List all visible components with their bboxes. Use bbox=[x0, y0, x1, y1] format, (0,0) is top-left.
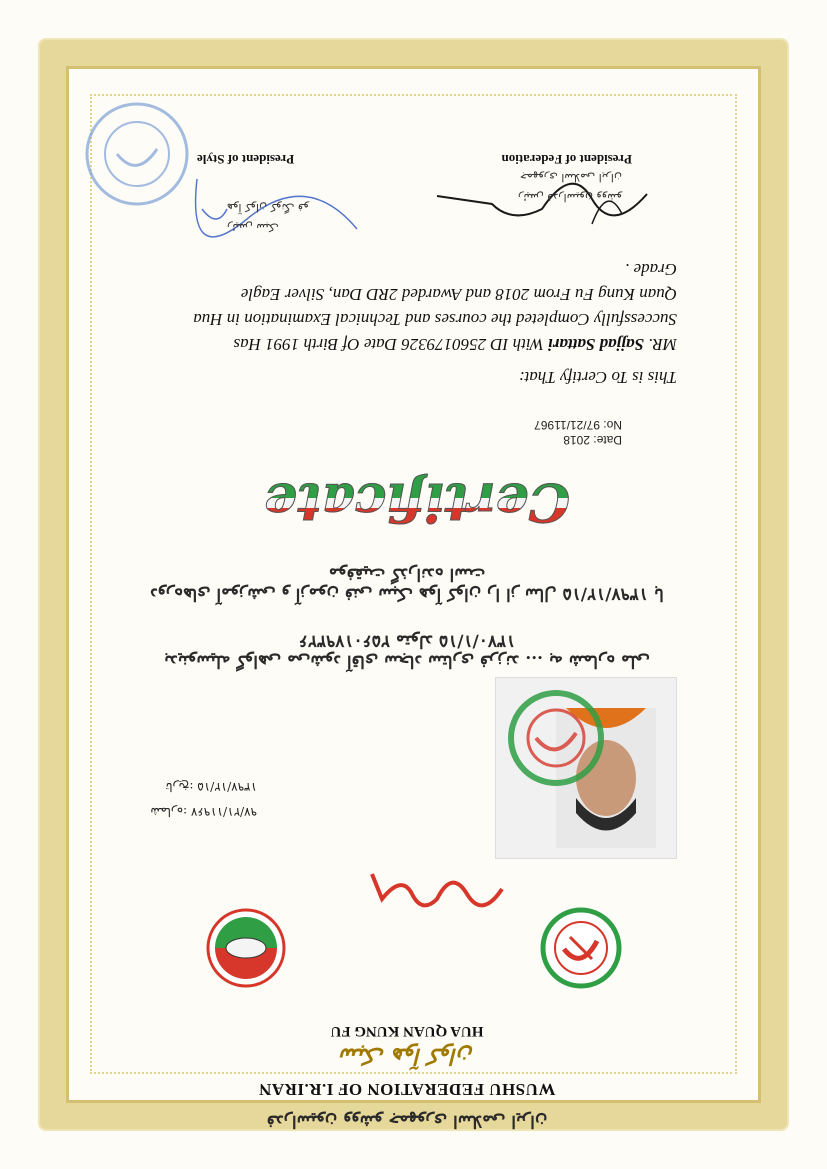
body-line-1 bbox=[137, 332, 677, 357]
style-president-signature-icon bbox=[367, 859, 507, 929]
body-text-1: With ID 2560179326 Date Of Birth 1991 Has bbox=[233, 335, 544, 354]
blue-stamp-icon bbox=[82, 99, 192, 209]
persian-body-line-1: بدینوسیله گواهی می‌شود آقای سجاد ستاری فرزند ... به شماره ملی ۲۵۶۰۱۷۹۳۲۶ متولد ۱۳۷۰/۱/۱۵ bbox=[164, 631, 650, 671]
photo-portrait-icon bbox=[496, 678, 676, 858]
style-english-name: HUA QUAN KUNG FU bbox=[330, 1023, 484, 1039]
no-value: 97/21/11967 bbox=[534, 418, 600, 432]
date-line bbox=[422, 433, 622, 447]
date-label: Date: bbox=[593, 433, 622, 447]
persian-number-line: ۹۷/۲۱/۱۱۹۶۷ :شماره bbox=[150, 805, 257, 819]
title-text: Certificate bbox=[264, 471, 570, 532]
style-persian-subtitle-2: هوآ کوان کونگ فو bbox=[227, 201, 309, 214]
date-value: 2018 bbox=[563, 433, 590, 447]
no-label: No: bbox=[603, 418, 622, 432]
organization-persian-name: فدراسیون ووشو جمهوری اسلامی ایران bbox=[266, 1111, 548, 1131]
federation-logo-icon bbox=[205, 907, 287, 989]
style-persian-subtitle-1: رئیس سبک bbox=[227, 221, 279, 234]
president-of-style-label: President of Style bbox=[197, 152, 295, 167]
federation-persian-subtitle-2: جمهوری اسلامی ایران bbox=[519, 171, 622, 184]
persian-body-line-2: دوره‌های آموزشی و آزمون فنی سبک هوآ کوان را از سال ۱۳۹۷/۱۲/۱۵ با موفقیت گذرانده است bbox=[150, 564, 664, 604]
persian-date-line: ۱۳۹۷/۱۲/۱۵ :تاریخ bbox=[165, 780, 257, 794]
body-line-3: Quan Kung Fu From 2018 and Awarded 2RD Dan, Silver Eagle bbox=[240, 285, 677, 304]
federation-persian-subtitle-1: رئیس فدراسیون ووشو bbox=[518, 191, 622, 204]
holder-name: Sajjad Sattari bbox=[548, 335, 644, 354]
holder-photo bbox=[495, 677, 677, 859]
organization-english-name: WUSHU FEDERATION OF I.R.IRAN bbox=[258, 1080, 556, 1099]
style-persian-name: سبک هوآ کوان bbox=[340, 1043, 474, 1069]
body-line-2: Successfully Completed the courses and Technical Examination in Hua bbox=[193, 310, 677, 329]
certificate-body bbox=[137, 257, 677, 357]
body-line-4: Grade . bbox=[625, 260, 677, 279]
certificate-title bbox=[247, 471, 587, 531]
number-line bbox=[422, 418, 622, 432]
style-logo-icon bbox=[540, 907, 622, 989]
salutation: MR. bbox=[648, 335, 677, 354]
president-of-federation-label: President of Federation bbox=[501, 152, 632, 167]
certify-heading: This is To Certify That: bbox=[518, 368, 677, 387]
